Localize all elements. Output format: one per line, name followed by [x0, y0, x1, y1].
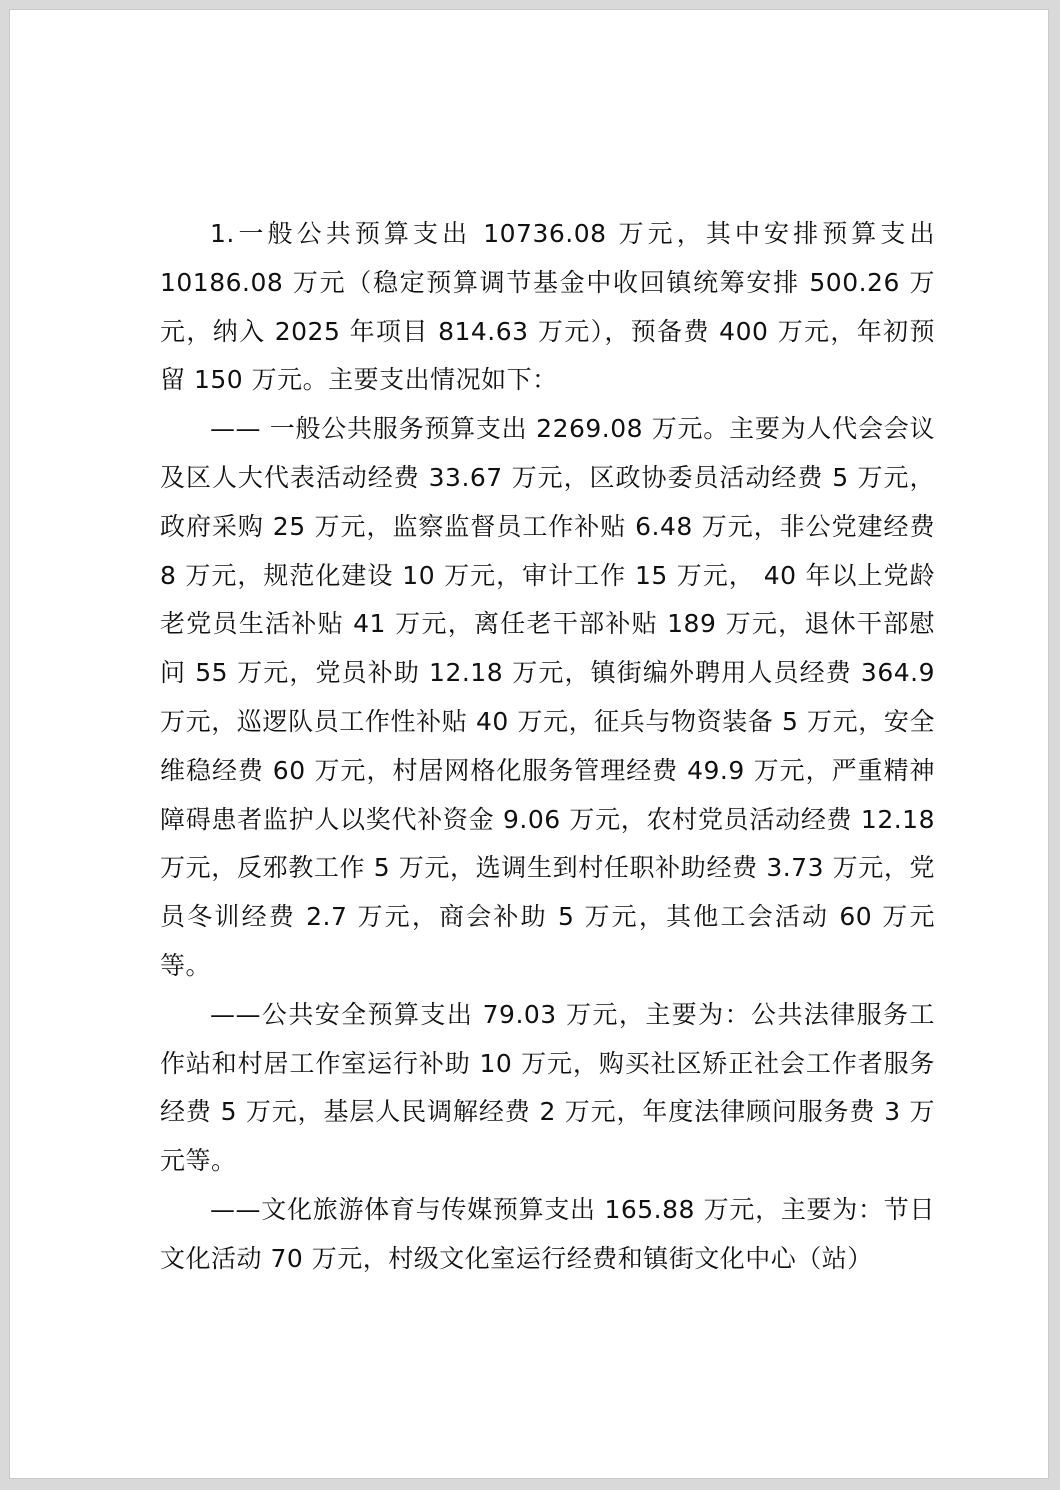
paragraph-general-budget: 1.一般公共预算支出 10736.08 万元，其中安排预算支出 10186.08 万元（稳定预算调节基金中收回镇统筹安排 500.26 万元，纳入 2025 年项目 814.63 万元），预备费 400 万元，年初预留 150 万元。主要支出情况如下： — [160, 219, 935, 395]
document-body — [160, 210, 935, 1284]
paragraph-public-services: —— 一般公共服务预算支出 2269.08 万元。主要为人代会会议及区人大代表活动经费 33.67 万元，区政协委员活动经费 5 万元，政府采购 25 万元，监察监督员工作补贴 6.48 万元，非公党建经费 8 万元，规范化建设 10 万元，审计工作 15 万元， 40 年以上党龄老党员生活补贴 41 万元，离任老干部补贴 189 万元，退休干部慰问 55 万元，党员补助 12.18 万元，镇街编外聘用人员经费 364.9 万元，巡逻队员工作性补贴 40 万元，征兵与物资装备 5 万元，安全维稳经费 60 万元，村居网格化服务管理经费 49.9 万元，严重精神障碍患者监护人以奖代补资金 9.06 万元，农村党员活动经费 12.18 万元，反邪教工作 5 万元，选调生到村任职补助经费 3.73 万元，党员冬训经费 2.7 万元，商会补助 5 万元，其他工会活动 60 万元等。 — [160, 414, 935, 980]
paragraph-culture-tourism: ——文化旅游体育与传媒预算支出 165.88 万元，主要为：节日文化活动 70 万元，村级文化室运行经费和镇街文化中心（站） — [160, 1194, 935, 1273]
document-page — [10, 10, 1048, 1478]
paragraph-public-security: ——公共安全预算支出 79.03 万元，主要为：公共法律服务工作站和村居工作室运行补助 10 万元，购买社区矫正社会工作者服务经费 5 万元，基层人民调解经费 2 万元，年度法律顾问服务费 3 万元等。 — [160, 999, 935, 1176]
